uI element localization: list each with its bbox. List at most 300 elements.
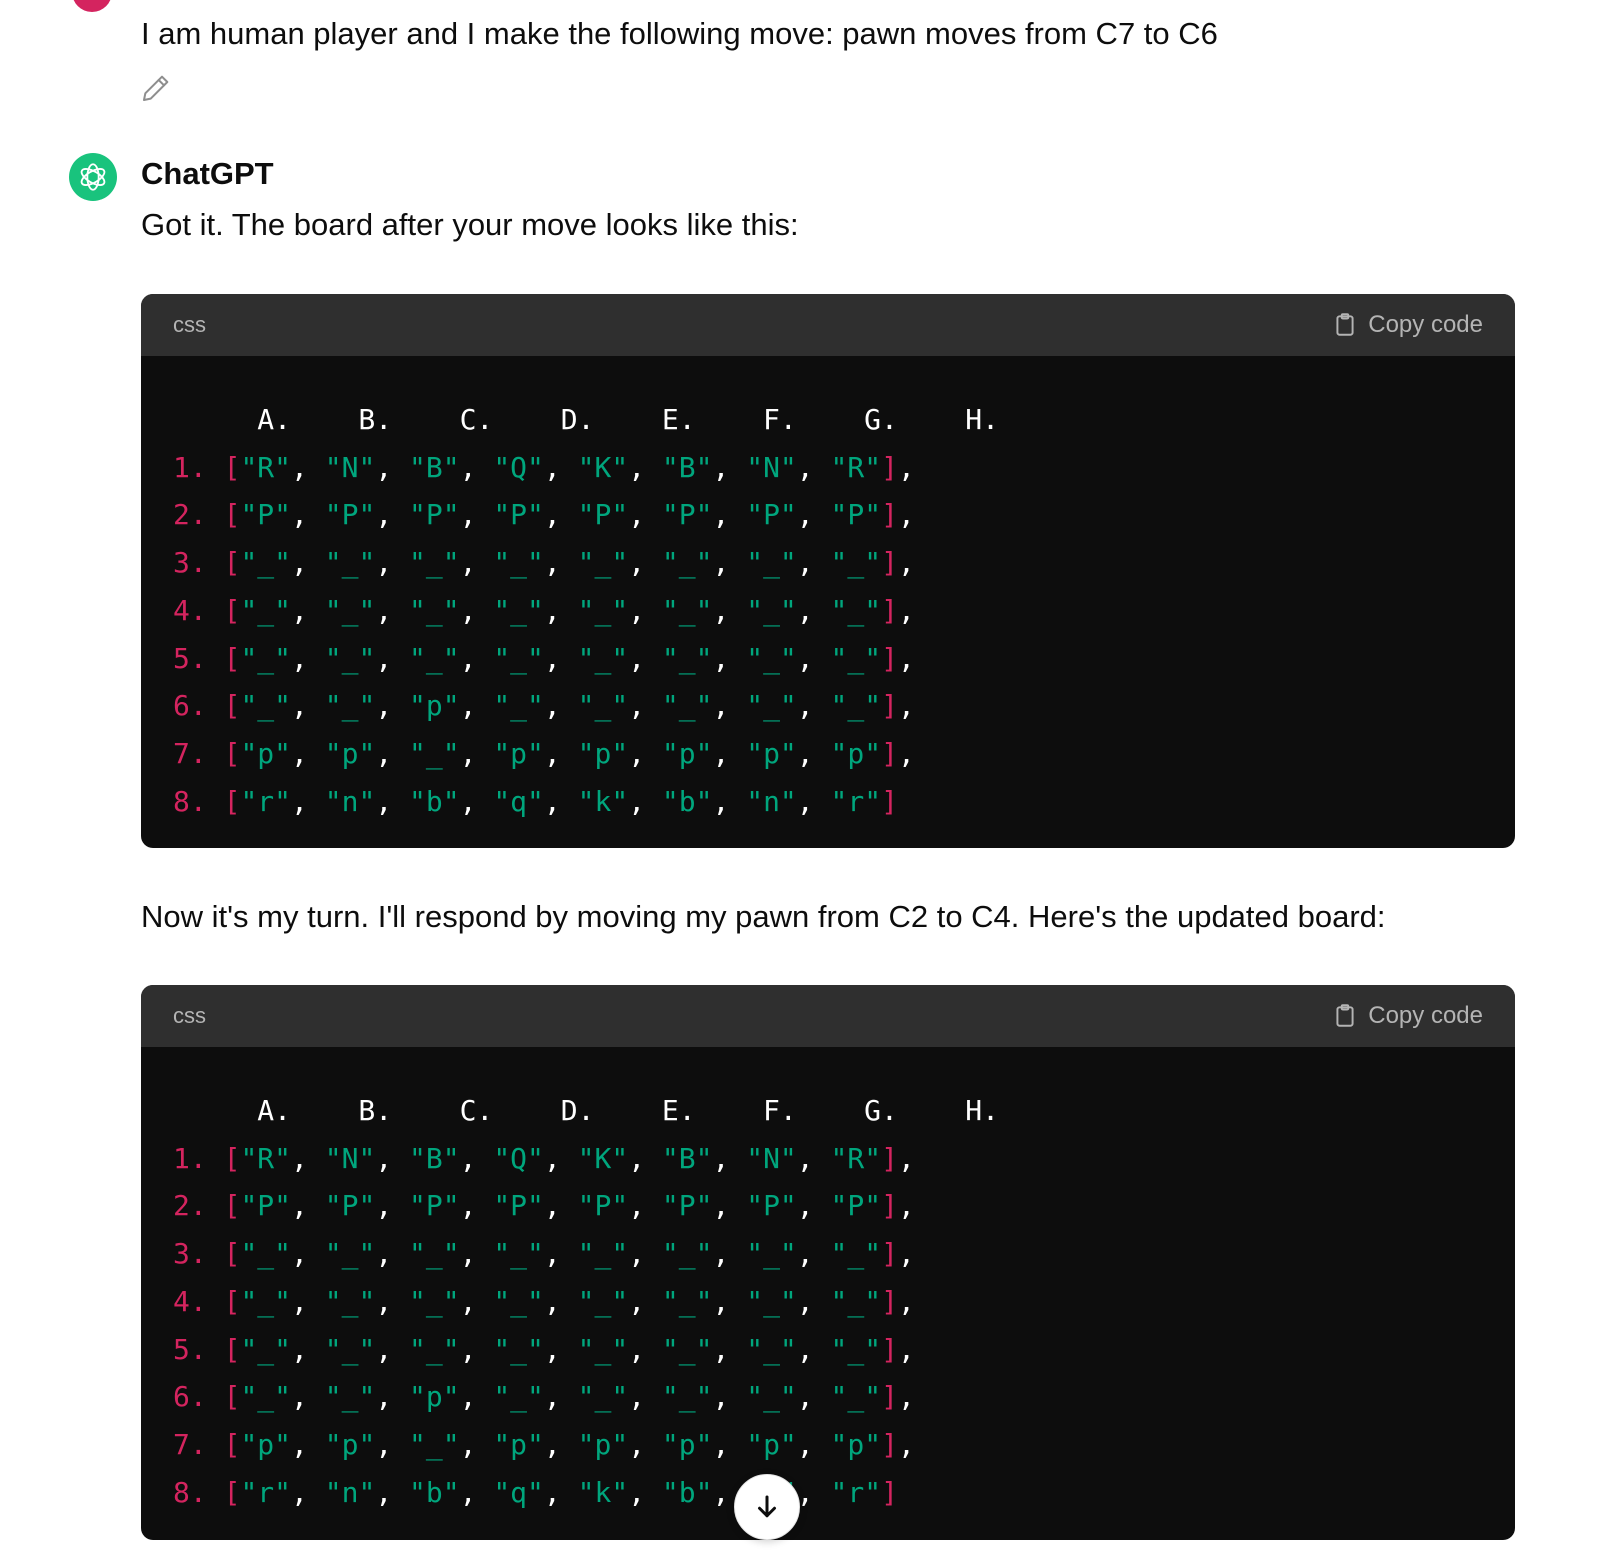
comma: , (897, 450, 915, 484)
comma: , (291, 1380, 308, 1414)
board-cell: "_" (240, 546, 292, 580)
comma: , (459, 1427, 477, 1461)
bracket: ] (881, 1141, 898, 1175)
board-cell: "_" (324, 1237, 376, 1271)
column-header: A. B. C. D. E. F. G. H. (173, 403, 1000, 436)
comma: , (628, 1380, 646, 1414)
board-cell: "N" (746, 1141, 797, 1175)
board-cell: "p" (830, 736, 882, 770)
board-cell: "_" (493, 593, 544, 627)
comma: , (712, 1475, 730, 1509)
board-cell: "p" (409, 689, 460, 723)
comma: , (897, 1427, 915, 1461)
comma: , (628, 498, 646, 532)
comma: , (459, 593, 477, 627)
comma: , (543, 641, 561, 675)
board-cell: "r" (830, 784, 882, 818)
chatgpt-avatar (69, 153, 117, 201)
board-cell: "_" (240, 689, 292, 723)
comma: , (628, 546, 646, 580)
comma: , (375, 1427, 393, 1461)
board-cell: "p" (240, 736, 292, 770)
board-cell: "_" (409, 1284, 460, 1318)
comma: , (459, 546, 477, 580)
code-block-header (141, 985, 1515, 1047)
comma: , (628, 1475, 646, 1509)
comma: , (543, 784, 561, 818)
board-cell: "B" (661, 450, 713, 484)
board-cell: "N" (746, 450, 797, 484)
comma: , (543, 689, 561, 723)
board-cell: "_" (746, 1380, 797, 1414)
code-block-header (141, 294, 1515, 356)
comma: , (543, 450, 561, 484)
comma: , (712, 1189, 730, 1223)
openai-logo-icon (76, 160, 110, 194)
bracket: ] (881, 546, 898, 580)
board-cell: "k" (577, 1475, 629, 1509)
bracket: ] (881, 450, 898, 484)
row-number: 6. (173, 689, 207, 723)
bracket: [ (223, 1332, 241, 1366)
bracket: [ (223, 1141, 241, 1175)
board-cell: "q" (493, 784, 544, 818)
comma: , (628, 689, 646, 723)
comma: , (796, 1427, 814, 1461)
board-cell: "_" (409, 1237, 460, 1271)
comma: , (291, 593, 308, 627)
bracket: ] (881, 784, 898, 818)
board-cell: "_" (577, 641, 629, 675)
bracket: [ (223, 784, 241, 818)
board-cell: "_" (746, 1332, 797, 1366)
comma: , (543, 1189, 561, 1223)
board-cell: "P" (493, 1189, 544, 1223)
board-cell: "P" (324, 498, 376, 532)
comma: , (375, 1284, 393, 1318)
comma: , (796, 450, 814, 484)
code-line (173, 546, 915, 579)
comma: , (459, 736, 477, 770)
code-line (173, 1237, 915, 1270)
board-cell: "p" (830, 1427, 882, 1461)
comma: , (796, 784, 814, 818)
bracket: ] (881, 641, 898, 675)
code-line (173, 1142, 915, 1175)
comma: , (459, 450, 477, 484)
board-cell: "_" (409, 641, 460, 675)
board-cell: "b" (661, 1475, 713, 1509)
board-cell: "_" (409, 546, 460, 580)
board-cell: "b" (409, 1475, 460, 1509)
comma: , (543, 1284, 561, 1318)
bracket: ] (881, 593, 898, 627)
board-cell: "_" (830, 1284, 882, 1318)
board-cell: "_" (746, 641, 797, 675)
board-cell: "_" (830, 593, 882, 627)
code-line (173, 498, 915, 531)
board-cell: "_" (830, 1380, 882, 1414)
comma: , (897, 546, 915, 580)
board-cell: "_" (409, 1427, 460, 1461)
board-cell: "_" (240, 1380, 292, 1414)
code-line (173, 451, 915, 484)
board-cell: "N" (324, 450, 376, 484)
comma: , (628, 1427, 646, 1461)
bracket: [ (223, 1380, 241, 1414)
code-line (173, 785, 898, 818)
code-content (173, 1087, 999, 1516)
bracket: [ (223, 1284, 241, 1318)
comma: , (375, 593, 393, 627)
board-cell: "_" (493, 1284, 544, 1318)
comma: , (897, 1380, 915, 1414)
copy-code-button[interactable] (1332, 1002, 1483, 1030)
comma: , (712, 1284, 730, 1318)
copy-code-label: Copy code (1368, 1002, 1483, 1029)
comma: , (897, 736, 915, 770)
user-message: I am human player and I make the following move: pawn moves from C7 to C6 (141, 16, 1218, 51)
comma: , (897, 1189, 915, 1223)
assistant-name: ChatGPT (141, 156, 274, 191)
board-cell: "p" (661, 736, 713, 770)
board-cell: "_" (577, 689, 629, 723)
board-cell: "Q" (493, 1141, 544, 1175)
board-cell: "_" (409, 593, 460, 627)
board-cell: "_" (746, 546, 797, 580)
comma: , (291, 736, 308, 770)
row-number: 8. (173, 1475, 207, 1509)
code-line (173, 1428, 915, 1461)
board-cell: "P" (661, 1189, 713, 1223)
edit-message-button[interactable] (140, 72, 176, 108)
bracket: ] (881, 1427, 898, 1461)
board-cell: "B" (661, 1141, 713, 1175)
board-cell: "_" (661, 689, 713, 723)
comma: , (291, 1141, 308, 1175)
board-cell: "b" (409, 784, 460, 818)
comma: , (291, 641, 308, 675)
board-cell: "n" (324, 784, 376, 818)
board-cell: "p" (409, 1380, 460, 1414)
comma: , (459, 1332, 477, 1366)
comma: , (628, 1141, 646, 1175)
board-cell: "R" (830, 1141, 882, 1175)
bracket: ] (881, 498, 898, 532)
row-number: 1. (173, 1141, 207, 1175)
board-cell: "_" (661, 1332, 713, 1366)
assistant-intro-text: Got it. The board after your move looks like this: (141, 207, 799, 242)
comma: , (796, 1141, 814, 1175)
board-cell: "_" (661, 1380, 713, 1414)
comma: , (375, 1237, 393, 1271)
board-cell: "P" (409, 498, 460, 532)
comma: , (628, 593, 646, 627)
board-cell: "_" (240, 1332, 292, 1366)
comma: , (375, 641, 393, 675)
board-cell: "_" (324, 1380, 376, 1414)
comma: , (628, 1284, 646, 1318)
bracket: [ (223, 1189, 241, 1223)
bracket: ] (881, 1332, 898, 1366)
comma: , (628, 641, 646, 675)
comma: , (543, 498, 561, 532)
board-cell: "_" (746, 593, 797, 627)
comma: , (796, 1237, 814, 1271)
comma: , (291, 1475, 308, 1509)
board-cell: "_" (661, 1284, 713, 1318)
bracket: [ (223, 450, 241, 484)
copy-code-label: Copy code (1368, 311, 1483, 338)
board-cell: "_" (746, 1237, 797, 1271)
arrow-down-icon (752, 1492, 782, 1522)
comma: , (628, 784, 646, 818)
board-cell: "P" (746, 1189, 797, 1223)
bracket: ] (881, 1189, 898, 1223)
comma: , (375, 546, 393, 580)
board-cell: "p" (746, 736, 797, 770)
board-cell: "_" (577, 546, 629, 580)
comma: , (375, 784, 393, 818)
board-cell: "P" (661, 498, 713, 532)
comma: , (459, 1141, 477, 1175)
board-cell: "_" (324, 641, 376, 675)
row-number: 2. (173, 498, 207, 532)
bracket: [ (223, 736, 241, 770)
comma: , (459, 641, 477, 675)
comma: , (543, 546, 561, 580)
row-number: 8. (173, 784, 207, 818)
board-cell: "B" (409, 450, 460, 484)
comma: , (375, 1475, 393, 1509)
comma: , (712, 450, 730, 484)
bracket: ] (881, 1284, 898, 1318)
code-line (173, 642, 915, 675)
board-cell: "B" (409, 1141, 460, 1175)
row-number: 2. (173, 1189, 207, 1223)
board-cell: "P" (830, 1189, 882, 1223)
code-content (173, 396, 999, 825)
board-cell: "r" (240, 784, 292, 818)
board-cell: "r" (830, 1475, 882, 1509)
comma: , (543, 1332, 561, 1366)
comma: , (375, 1332, 393, 1366)
comma: , (459, 1380, 477, 1414)
comma: , (796, 641, 814, 675)
board-cell: "_" (324, 689, 376, 723)
bracket: [ (223, 689, 241, 723)
comma: , (543, 1475, 561, 1509)
comma: , (291, 498, 308, 532)
row-number: 3. (173, 1237, 207, 1271)
board-cell: "P" (324, 1189, 376, 1223)
board-cell: "_" (240, 1237, 292, 1271)
comma: , (897, 593, 915, 627)
board-cell: "_" (409, 736, 460, 770)
board-cell: "_" (577, 1237, 629, 1271)
comma: , (375, 689, 393, 723)
comma: , (897, 689, 915, 723)
board-cell: "b" (661, 784, 713, 818)
clipboard-icon (1332, 1003, 1358, 1029)
board-cell: "_" (493, 546, 544, 580)
board-cell: "p" (577, 1427, 629, 1461)
board-cell: "_" (830, 1332, 882, 1366)
comma: , (796, 498, 814, 532)
board-cell: "p" (493, 1427, 544, 1461)
board-cell: "_" (577, 1284, 629, 1318)
board-cell: "K" (577, 1141, 629, 1175)
comma: , (543, 1380, 561, 1414)
board-cell: "p" (324, 1427, 376, 1461)
board-cell: "_" (830, 1237, 882, 1271)
bracket: ] (881, 736, 898, 770)
comma: , (459, 689, 477, 723)
copy-code-button[interactable] (1332, 311, 1483, 339)
comma: , (375, 1141, 393, 1175)
board-cell: "_" (493, 641, 544, 675)
board-cell: "_" (240, 1284, 292, 1318)
comma: , (796, 1475, 814, 1509)
bracket: ] (881, 689, 898, 723)
board-cell: "_" (409, 1332, 460, 1366)
user-avatar (72, 0, 112, 12)
comma: , (543, 593, 561, 627)
board-cell: "_" (577, 593, 629, 627)
board-cell: "_" (324, 593, 376, 627)
comma: , (796, 1332, 814, 1366)
row-number: 1. (173, 450, 207, 484)
comma: , (897, 1237, 915, 1271)
board-cell: "_" (240, 641, 292, 675)
code-line (173, 737, 915, 770)
comma: , (291, 1189, 308, 1223)
comma: , (796, 593, 814, 627)
comma: , (375, 1189, 393, 1223)
board-cell: "n" (746, 784, 797, 818)
code-block (141, 985, 1515, 1540)
comma: , (291, 1237, 308, 1271)
comma: , (543, 1237, 561, 1271)
comma: , (897, 641, 915, 675)
board-cell: "Q" (493, 450, 544, 484)
comma: , (459, 1237, 477, 1271)
comma: , (796, 1284, 814, 1318)
comma: , (897, 1141, 915, 1175)
board-cell: "_" (493, 689, 544, 723)
comma: , (712, 546, 730, 580)
comma: , (796, 546, 814, 580)
board-cell: "_" (830, 689, 882, 723)
comma: , (712, 1141, 730, 1175)
comma: , (712, 784, 730, 818)
board-cell: "_" (661, 641, 713, 675)
comma: , (291, 1427, 308, 1461)
board-cell: "P" (577, 498, 629, 532)
board-cell: "R" (240, 1141, 292, 1175)
board-cell: "p" (240, 1427, 292, 1461)
bracket: ] (881, 1380, 898, 1414)
board-cell: "P" (240, 1189, 292, 1223)
board-cell: "P" (240, 498, 292, 532)
comma: , (375, 498, 393, 532)
row-number: 3. (173, 546, 207, 580)
comma: , (712, 736, 730, 770)
comma: , (712, 689, 730, 723)
comma: , (712, 1380, 730, 1414)
comma: , (459, 1189, 477, 1223)
board-cell: "_" (746, 689, 797, 723)
code-line (173, 1285, 915, 1318)
board-cell: "q" (493, 1475, 544, 1509)
comma: , (543, 1427, 561, 1461)
comma: , (628, 450, 646, 484)
clipboard-icon (1332, 312, 1358, 338)
board-cell: "_" (324, 1284, 376, 1318)
comma: , (375, 736, 393, 770)
comma: , (543, 1141, 561, 1175)
board-cell: "_" (324, 1332, 376, 1366)
pencil-icon (140, 72, 172, 104)
comma: , (897, 498, 915, 532)
scroll-to-bottom-button[interactable] (734, 1474, 800, 1540)
comma: , (796, 1189, 814, 1223)
comma: , (796, 736, 814, 770)
board-cell: "K" (577, 450, 629, 484)
comma: , (375, 450, 393, 484)
bracket: [ (223, 546, 241, 580)
code-language-label: css (173, 312, 206, 337)
board-cell: "p" (324, 736, 376, 770)
row-number: 4. (173, 593, 207, 627)
code-line (173, 1333, 915, 1366)
board-cell: "_" (493, 1380, 544, 1414)
assistant-followup-text: Now it's my turn. I'll respond by moving my pawn from C2 to C4. Here's the updated board: (141, 899, 1386, 934)
code-line (173, 1380, 915, 1413)
bracket: [ (223, 593, 241, 627)
comma: , (291, 689, 308, 723)
comma: , (375, 1380, 393, 1414)
comma: , (291, 1284, 308, 1318)
board-cell: "k" (577, 784, 629, 818)
column-header: A. B. C. D. E. F. G. H. (173, 1094, 1000, 1127)
row-number: 5. (173, 641, 207, 675)
bracket: [ (223, 1427, 241, 1461)
code-block (141, 294, 1515, 848)
comma: , (459, 784, 477, 818)
board-cell: "p" (493, 736, 544, 770)
comma: , (712, 1332, 730, 1366)
comma: , (796, 689, 814, 723)
board-cell: "P" (493, 498, 544, 532)
board-cell: "p" (746, 1427, 797, 1461)
comma: , (712, 498, 730, 532)
board-cell: "_" (324, 546, 376, 580)
board-cell: "R" (240, 450, 292, 484)
board-cell: "_" (240, 593, 292, 627)
comma: , (712, 1427, 730, 1461)
code-line (173, 689, 915, 722)
board-cell: "_" (830, 546, 882, 580)
comma: , (628, 1332, 646, 1366)
board-cell: "P" (746, 498, 797, 532)
comma: , (897, 1332, 915, 1366)
comma: , (628, 736, 646, 770)
board-cell: "P" (409, 1189, 460, 1223)
board-cell: "_" (661, 1237, 713, 1271)
code-line (173, 594, 915, 627)
board-cell: "_" (493, 1237, 544, 1271)
